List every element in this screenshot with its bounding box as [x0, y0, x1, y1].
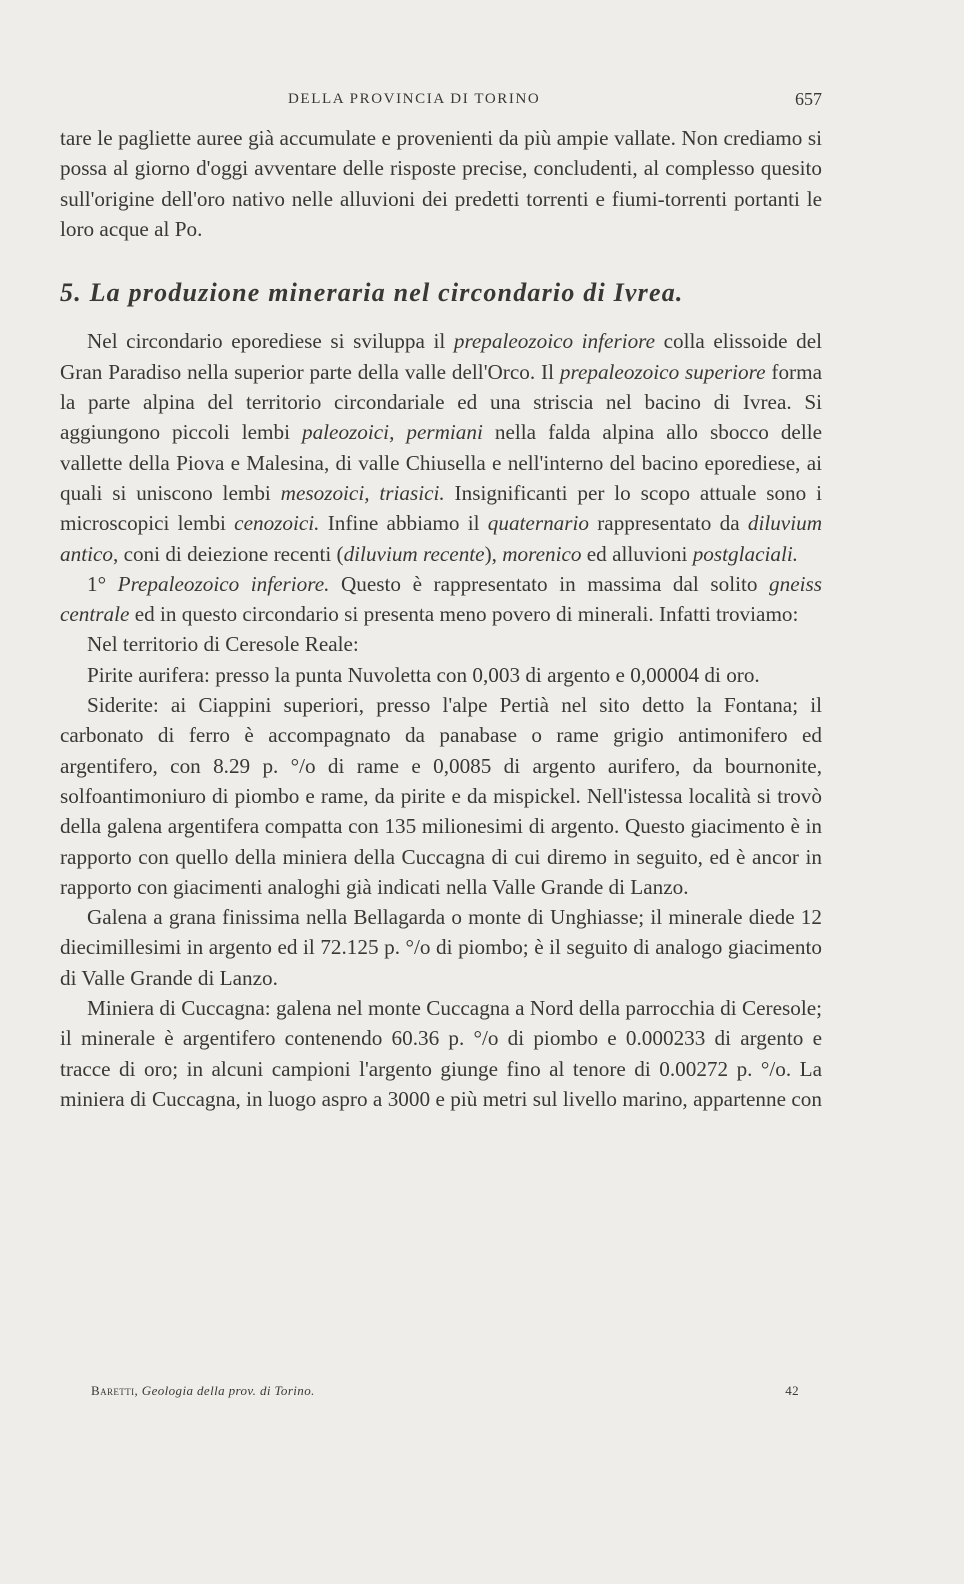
signature-mark: 42: [785, 1383, 799, 1398]
paragraph-ceresole-territory: Nel territorio di Ceresole Reale:: [87, 632, 359, 657]
section-title: 5. La produzione mineraria nel circondario di Ivrea.: [60, 278, 684, 308]
page-number: 657: [795, 89, 822, 109]
paragraph-geology-overview: Nel circondario eporediese si sviluppa il prepaleozoico inferiore colla elissoide del Gran Paradiso nella superior parte della valle dell'Orco. Il prepaleozoico superiore forma la parte alpina del territorio circondariale ed una striscia nel bacino di Ivrea. Si aggiungono piccoli lembi paleozoici, permiani nella falda alpina allo sbocco delle vallette della Piova e Malesina, di valle Chiusella e nell'interno del bacino eporediese, ai quali si uniscono lembi mesozoici, triasici. Insignificanti per lo scopo attuale sono i microscopici lembi cenozoici. Infine abbiamo il quaternario rappresentato da diluvium antico, coni di deiezione recenti (diluvium recente), morenico ed alluvioni postglaciali.: [60, 329, 823, 566]
footer-citation: Baretti, Geologia della prov. di Torino.: [91, 1383, 315, 1398]
paragraph-prepaleozoic-lower: 1° Prepaleozoico inferiore. Questo è rappresentato in massima dal solito gneiss centrale ed in questo circondario si presenta meno povero di minerali. Infatti troviamo:: [60, 571, 822, 627]
paragraph-cuccagna-mine: Miniera di Cuccagna: galena nel monte Cuccagna a Nord della parrocchia di Ceresole; il minerale è argentifero contenendo 60.36 p. °/o di piombo e 0.000233 di argento e tracce di oro; in alcuni campioni l'argento giunge fino al tenore di 0.00272 p. °/o. La miniera di Cuccagna, in luogo aspro a 3000 e più metri sul livello marino, appartenne con: [60, 996, 822, 1111]
paragraph-gold-origin: tare le pagliette auree già accumulate e provenienti da più ampie vallate. Non crediamo si possa al giorno d'oggi avventare delle risposte precise, concludenti, al complesso quesito sull'origine dell'oro nativo nelle alluvioni dei predetti torrenti e fiumi-torrenti portanti le loro acque al Po.: [60, 126, 822, 241]
paragraph-siderite: Siderite: ai Ciappini superiori, presso l'alpe Pertià nel sito detto la Fontana; il carbonato di ferro è accompagnato da panabase o rame grigio antimonifero ed argentifero, con 8.29 p. °/o di rame e 0,0085 di argento aurifero, da bournonite, solfoantimoniuro di piombo e rame, da pirite e da mispickel. Nell'istessa località si trovò della galena argentifera compatta con 135 milionesimi di argento. Questo giacimento è in rapporto con quello della miniera della Cuccagna di cui diremo in seguito, ed è ancor in rapporto con giacimenti analoghi già indicati nella Valle Grande di Lanzo.: [60, 693, 822, 899]
running-title: DELLA PROVINCIA DI TORINO: [288, 91, 541, 107]
paragraph-pyrite: Pirite aurifera: presso la punta Nuvoletta con 0,003 di argento e 0,00004 di oro.: [87, 662, 760, 687]
paragraph-galena: Galena a grana finissima nella Bellagarda o monte di Unghiasse; il minerale diede 12 diecimillesimi in argento ed il 72.125 p. °/o di piombo; è il seguito di analogo giacimento di Valle Grande di Lanzo.: [60, 905, 822, 990]
page-body: [60, 123, 822, 1114]
